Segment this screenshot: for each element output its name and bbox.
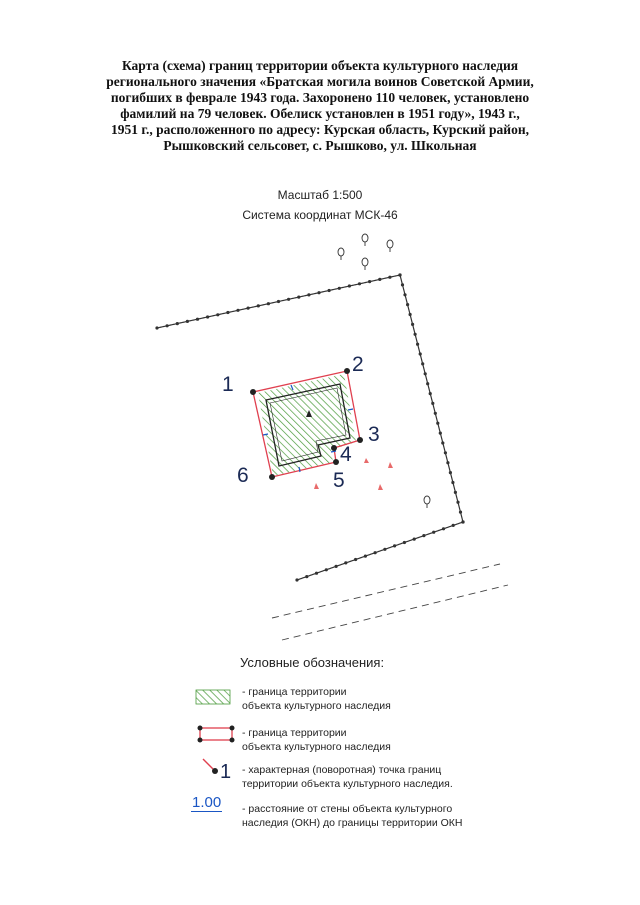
fence-post [436,422,439,425]
legend-distance-symbol: 1.00 [192,794,222,811]
title-line: погибших в феврале 1943 года. Захоронено 110 человек, установлено [110,90,530,105]
fence-post [155,326,158,329]
fence-post [305,575,308,578]
fence-post [307,293,310,296]
fence-post [426,382,429,385]
legend-point-label: 1 [220,761,232,783]
point-label-1: 1 [222,373,234,396]
tree-icon [338,248,344,260]
fence-post [315,572,318,575]
fence-post [441,441,444,444]
fence-post [431,402,434,405]
fence-post [287,298,290,301]
legend-item-point [242,763,453,791]
fence-post [406,303,409,306]
legend-item-distance [242,802,463,830]
fence-post [403,293,406,296]
fence-post [176,322,179,325]
fence-post [419,352,422,355]
fence-post [432,531,435,534]
title-line: регионального значения «Братская могила воинов Советской Армии, [106,74,534,89]
fence-post [454,491,457,494]
fence-post [421,362,424,365]
fence-post [196,318,199,321]
fence-post [335,565,338,568]
turning-point-6 [269,474,275,480]
legend-text: территории объекта культурного наследия. [242,778,453,790]
fence-post [247,307,250,310]
fence-post [434,412,437,415]
turning-point-5 [333,459,339,465]
fence-post [344,561,347,564]
point-label-2: 2 [352,353,364,376]
fence-post [393,544,396,547]
fence-post [378,278,381,281]
tree-icon [387,240,393,252]
fence-post [317,291,320,294]
turning-point-2 [344,368,350,374]
fence-post [449,471,452,474]
legend-text: - граница территории [242,727,347,739]
title-line: Рышковский сельсовет, с. Рышково, ул. Школьная [163,138,477,153]
fence-post [459,510,462,513]
legend-hatch-swatch [196,690,230,704]
fence-post [383,548,386,551]
fence-post [328,289,331,292]
fence-post [409,313,412,316]
turning-point-1 [250,389,256,395]
fence-post [277,300,280,303]
fence-post [446,461,449,464]
fence-post [364,555,367,558]
fence-post [374,551,377,554]
legend-item-boundary [242,726,391,754]
fence-post [368,280,371,283]
fence-post [236,309,239,312]
fence-post [216,313,219,316]
fence-post [295,578,298,581]
fence-post [257,304,260,307]
fence-post [444,451,447,454]
fence-post [403,541,406,544]
tree-icon [362,258,368,270]
fence-post [348,284,351,287]
title-line: 1951 г., расположенного по адресу: Курская область, Курский район, [111,122,529,137]
legend-turning-point-symbol [203,759,231,783]
legend-text: объекта культурного наследия [242,741,391,753]
fence-post [166,324,169,327]
title-line: фамилий на 79 человек. Обелиск установлен в 1951 году», 1943 г., [120,106,520,121]
fence-post [354,558,357,561]
tree-icon [424,496,430,508]
fence-post [358,282,361,285]
turning-point-4 [331,445,337,451]
fence-post [456,501,459,504]
fence-post [439,432,442,435]
fence-post [424,372,427,375]
legend-item-hatch [242,685,391,713]
fence-post [411,323,414,326]
point-label-5: 5 [333,469,345,492]
legend-title: Условные обозначения: [240,655,385,670]
title-line: Карта (схема) границ территории объекта культурного наследия [121,58,519,73]
fence-post [338,287,341,290]
fence-post [442,527,445,530]
map-scale: Масштаб 1:500 [277,188,363,202]
fence-post [297,296,300,299]
legend-text: - характерная (поворотная) точка границ [242,764,442,776]
fence-post [401,283,404,286]
fence-post [388,276,391,279]
fence-post [451,481,454,484]
fence-post [429,392,432,395]
fence-post [325,568,328,571]
fence-post [422,534,425,537]
point-label-6: 6 [237,464,249,487]
fence-post [267,302,270,305]
fence-post [398,273,401,276]
fence-post [461,520,464,523]
fence-post [413,538,416,541]
point-label-4: 4 [340,443,352,466]
coordinate-system: Система координат МСК-46 [242,208,398,222]
fence-post [206,315,209,318]
fence-post [226,311,229,314]
legend-boundary-symbol [198,726,235,743]
fence-post [452,524,455,527]
legend-text: объекта культурного наследия [242,700,391,712]
point-label-3: 3 [368,423,380,446]
tree-icon [362,234,368,246]
fence-post [186,320,189,323]
fence-post [414,333,417,336]
legend-text: - граница территории [242,686,347,698]
legend-text: наследия (ОКН) до границы территории ОКН [242,817,463,829]
turning-point-3 [357,437,363,443]
fence-post [416,343,419,346]
legend-text: - расстояние от стены объекта культурного [242,803,453,815]
